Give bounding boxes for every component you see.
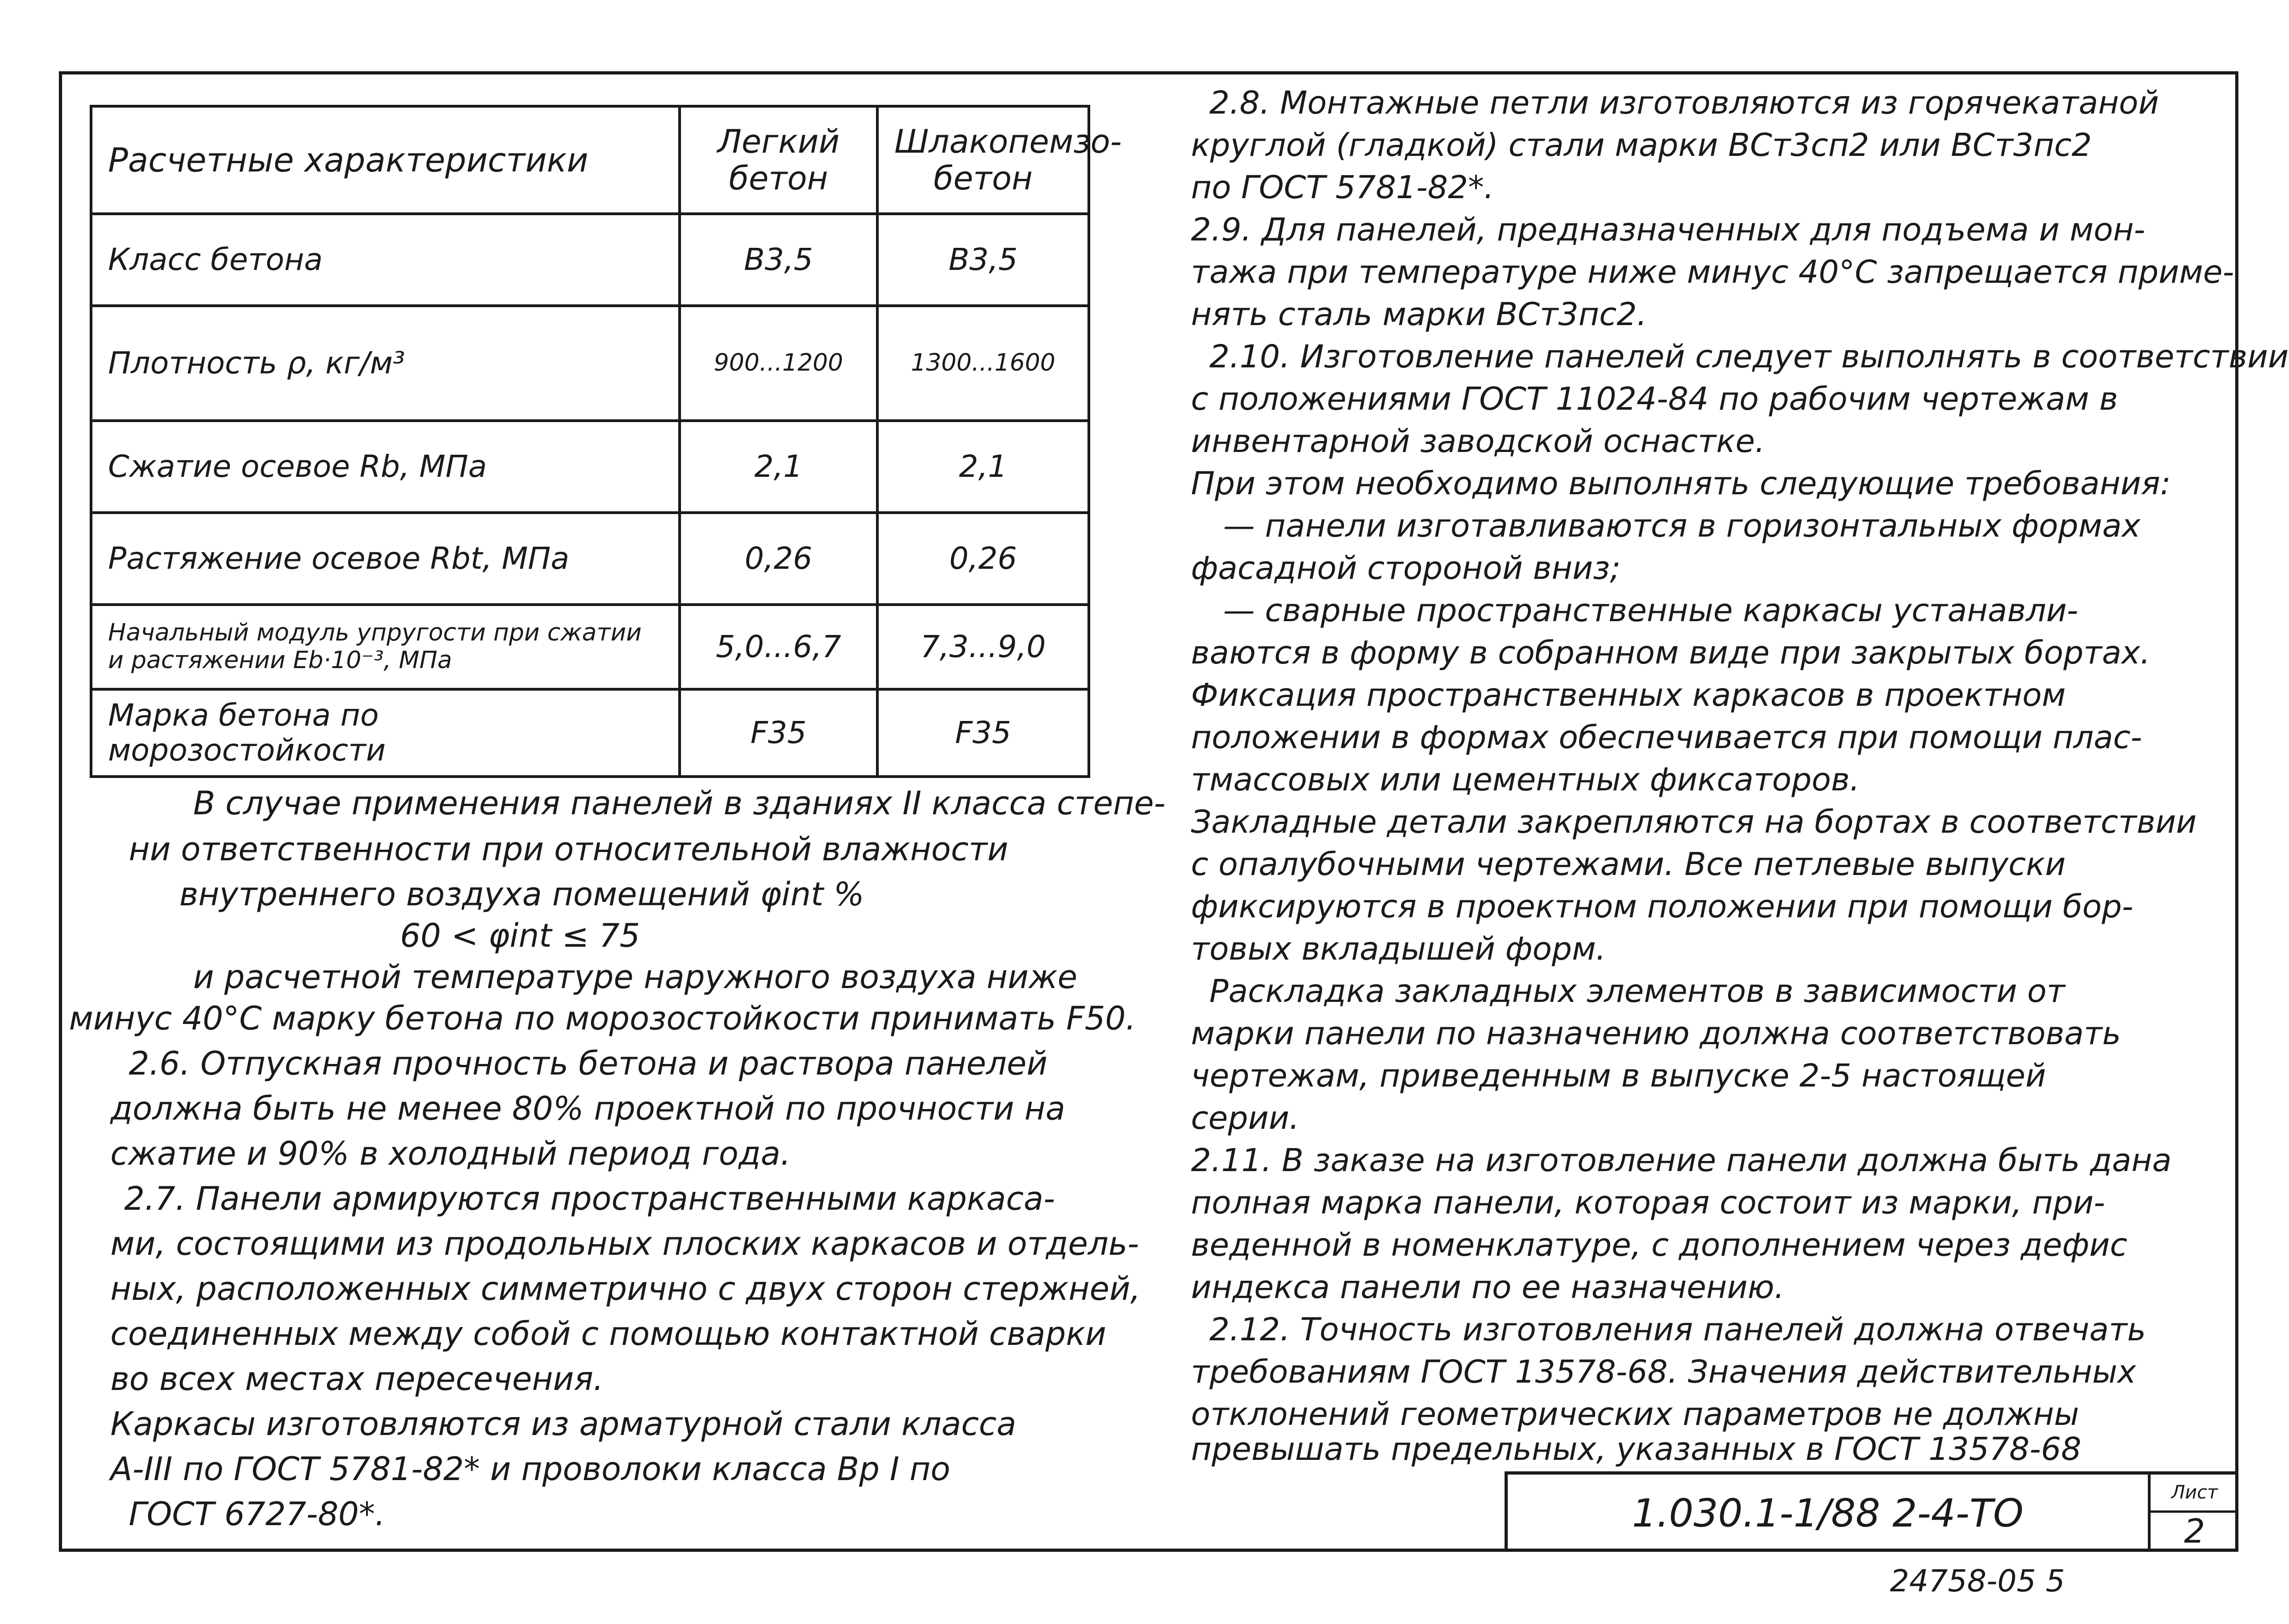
text-line: во всех местах пересечения. (110, 1360, 604, 1398)
row-value-light: 900...1200 (680, 306, 877, 421)
text-line: фиксируются в проектном положении при помощи бор- (1191, 888, 2134, 925)
text-line: Фиксация пространственных каркасов в проектном (1191, 677, 2066, 714)
row-name: Класс бетона (91, 214, 680, 306)
table-header-row (91, 106, 1089, 214)
sheet-label: Лист (2151, 1475, 2238, 1513)
table-row (91, 605, 1089, 689)
row-name: Растяжение осевое Rbt, МПа (91, 513, 680, 605)
row-value-slag: 7,3...9,0 (877, 605, 1089, 689)
text-line: чертежам, приведенным в выпуске 2-5 настоящей (1191, 1058, 2046, 1094)
text-line: тмассовых или цементных фиксаторов. (1191, 761, 1860, 798)
text-line: 60 < φint ≤ 75 (400, 917, 640, 955)
text-line: по ГОСТ 5781-82*. (1191, 169, 1494, 206)
text-line: ваются в форму в собранном виде при закрытых бортах. (1191, 635, 2151, 671)
text-line: товых вкладышей форм. (1191, 931, 1606, 967)
text-line: требованиям ГОСТ 13578-68. Значения действительных (1191, 1354, 2136, 1390)
text-line: марки панели по назначению должна соответствовать (1191, 1015, 2121, 1052)
row-value-slag: 2,1 (877, 421, 1089, 513)
text-line: 2.8. Монтажные петли изготовляются из горячекатаной (1209, 85, 2159, 121)
text-line: В случае применения панелей в зданиях II класса степе- (193, 784, 1166, 822)
text-line: фасадной стороной вниз; (1191, 550, 1621, 587)
text-line: ных, расположенных симметрично с двух сторон стержней, (110, 1270, 1141, 1308)
text-line: отклонений геометрических параметров не должны (1191, 1396, 2079, 1433)
row-name: Марка бетона по морозостойкости (91, 689, 680, 777)
table-row (91, 214, 1089, 306)
text-line: соединенных между собой с помощью контактной сварки (110, 1315, 1106, 1353)
header-characteristics: Расчетные характеристики (91, 106, 680, 214)
text-line: 2.7. Панели армируются пространственными каркаса- (124, 1180, 1055, 1218)
table-row (91, 513, 1089, 605)
row-name: Плотность ρ, кг/м³ (91, 306, 680, 421)
header-slag-concrete: Шлакопемзо-бетон (877, 106, 1089, 214)
row-value-slag: В3,5 (877, 214, 1089, 306)
row-name: Сжатие осевое Rb, МПа (91, 421, 680, 513)
text-line: сжатие и 90% в холодный период года. (110, 1135, 791, 1172)
text-line: и расчетной температуре наружного воздуха ниже (193, 958, 1077, 996)
row-value-slag: 1300...1600 (877, 306, 1089, 421)
text-line: инвентарной заводской оснастке. (1191, 423, 1765, 460)
text-line: 2.9. Для панелей, предназначенных для подъема и мон- (1191, 212, 2146, 248)
text-line: серии. (1191, 1100, 1299, 1137)
document-code: 1.030.1-1/88 2-4-ТО (1508, 1475, 2151, 1552)
text-line: 2.10. Изготовление панелей следует выполнять в соответствии (1209, 338, 2289, 375)
sheet-number: 2 (2184, 1512, 2205, 1550)
row-value-light: В3,5 (680, 214, 877, 306)
row-value-slag: F35 (877, 689, 1089, 777)
text-line: тажа при температуре ниже минус 40°С запрещается приме- (1191, 254, 2234, 291)
table-row (91, 689, 1089, 777)
text-line: минус 40°С марку бетона по морозостойкости принимать F50. (69, 1000, 1136, 1037)
text-line: ми, состоящими из продольных плоских каркасов и отдель- (110, 1225, 1139, 1263)
row-value-light: 5,0...6,7 (680, 605, 877, 689)
text-line: с опалубочными чертежами. Все петлевые выпуски (1191, 846, 2066, 883)
row-value-slag: 0,26 (877, 513, 1089, 605)
text-line: нять сталь марки ВСт3пс2. (1191, 296, 1647, 333)
row-value-light: F35 (680, 689, 877, 777)
text-line: ни ответственности при относительной влажности (129, 830, 1008, 868)
text-line: полная марка панели, которая состоит из марки, при- (1191, 1184, 2105, 1221)
text-line: внутреннего воздуха помещений φint % (179, 875, 864, 913)
header-light-concrete: Легкий бетон (680, 106, 877, 214)
text-line: индекса панели по ее назначению. (1191, 1269, 1785, 1306)
text-line: превышать предельных, указанных в ГОСТ 13578-68 (1191, 1431, 2082, 1468)
text-line: круглой (гладкой) стали марки ВСт3сп2 или ВСт3пс2 (1191, 127, 2092, 164)
archive-number: 24758-05 5 (1890, 1563, 2065, 1599)
text-line: Раскладка закладных элементов в зависимости от (1209, 973, 2066, 1010)
text-line: — сварные пространственные каркасы устанавли- (1223, 592, 2078, 629)
row-value-light: 0,26 (680, 513, 877, 605)
table-row (91, 421, 1089, 513)
text-line: Закладные детали закрепляются на бортах в соответствии (1191, 804, 2197, 841)
text-line: Каркасы изготовляются из арматурной стали класса (110, 1405, 1017, 1443)
text-line: — панели изготавливаются в горизонтальных формах (1223, 508, 2140, 544)
characteristics-table (90, 105, 1122, 778)
row-name: Начальный модуль упругости при сжатии и растяжении Eb·10⁻³, МПа (91, 605, 680, 689)
text-line: положении в формах обеспечивается при помощи плас- (1191, 719, 2142, 756)
table-row (91, 306, 1089, 421)
row-value-light: 2,1 (680, 421, 877, 513)
text-line: веденной в номенклатуре, с дополнением через дефис (1191, 1227, 2128, 1264)
text-line: При этом необходимо выполнять следующие требования: (1191, 465, 2171, 502)
text-line: 2.12. Точность изготовления панелей должна отвечать (1209, 1311, 2146, 1348)
title-block-stamp (1505, 1471, 2238, 1552)
text-line: 2.11. В заказе на изготовление панели должна быть дана (1191, 1142, 2172, 1179)
text-line: с положениями ГОСТ 11024-84 по рабочим чертежам в (1191, 381, 2118, 417)
text-line: должна быть не менее 80% проектной по прочности на (110, 1090, 1065, 1127)
text-line: ГОСТ 6727-80*. (129, 1495, 385, 1533)
text-line: А-III по ГОСТ 5781-82* и проволоки класса Вр I по (110, 1450, 950, 1488)
text-line: 2.6. Отпускная прочность бетона и раствора панелей (129, 1045, 1047, 1082)
